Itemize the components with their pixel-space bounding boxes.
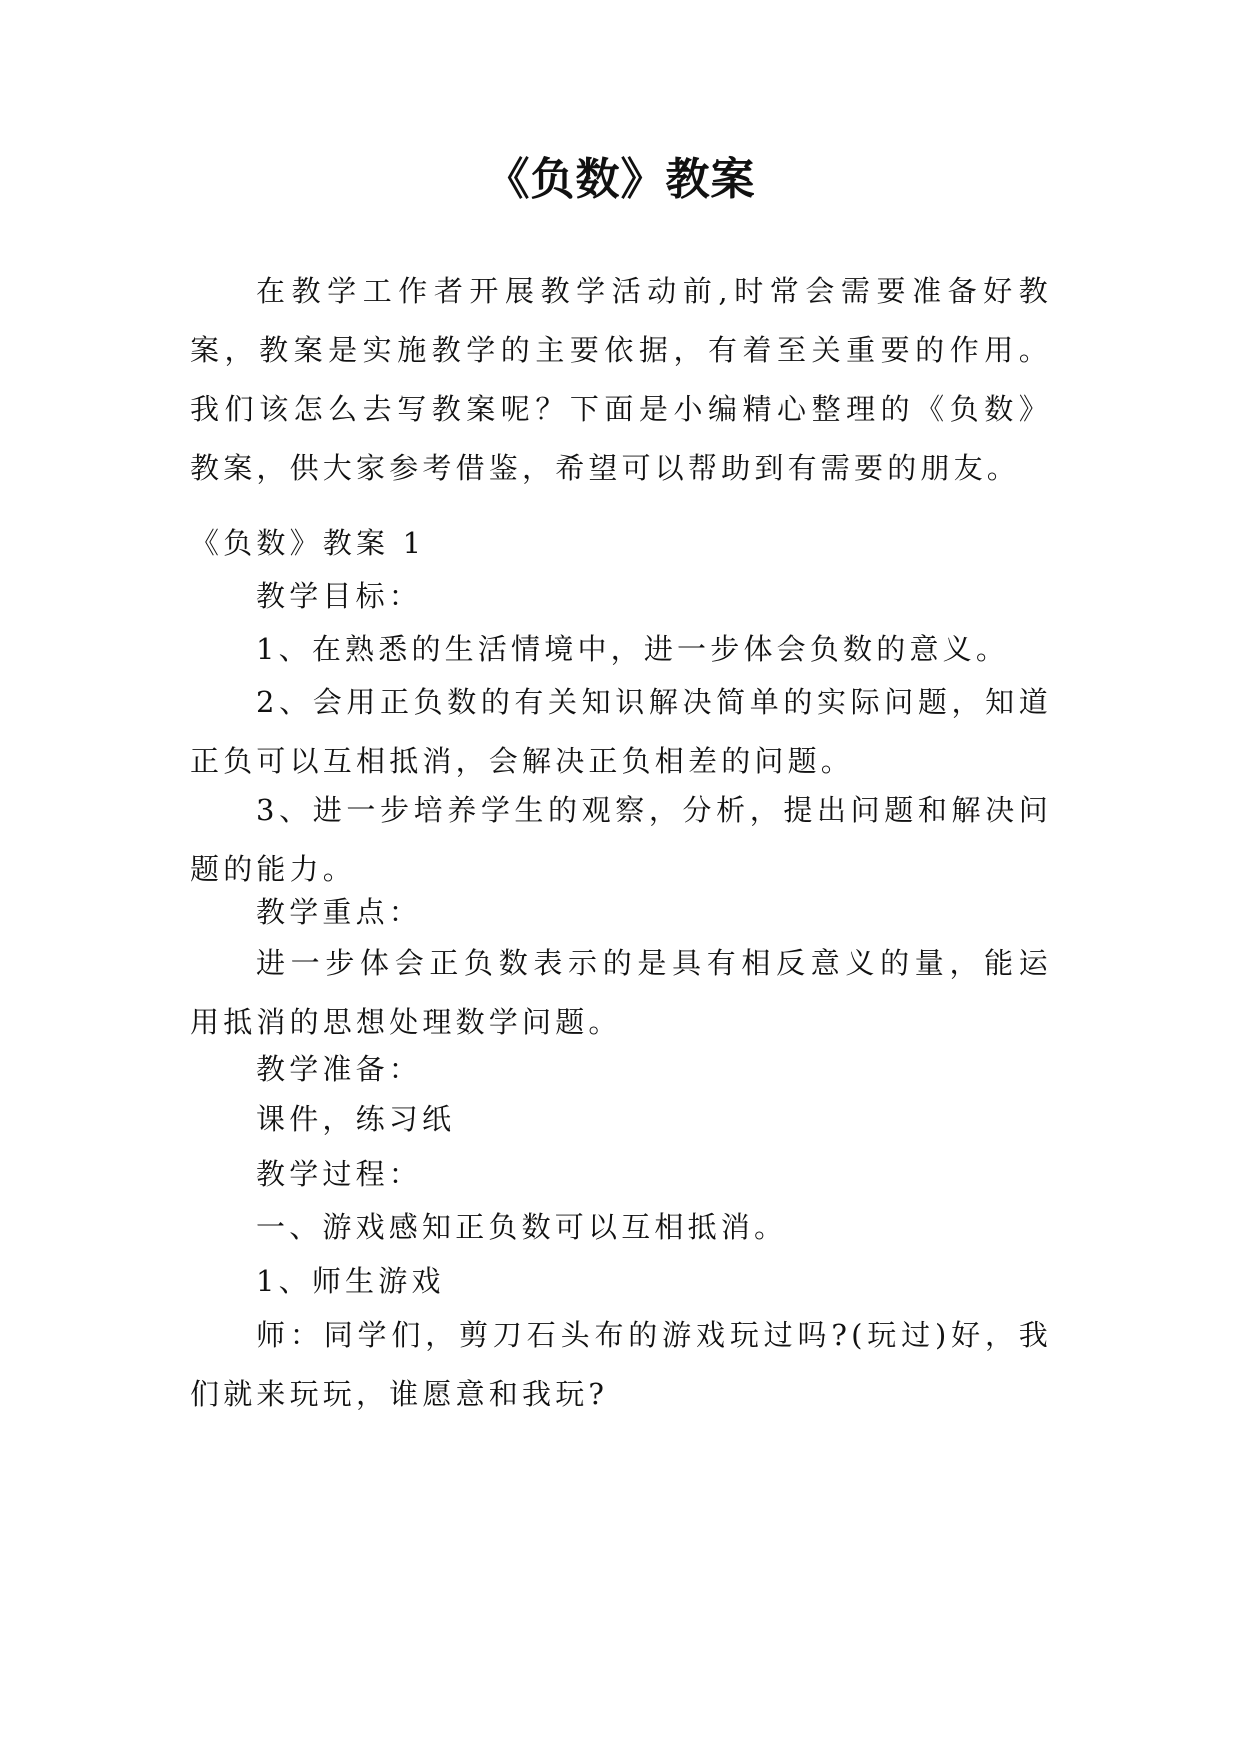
process-step-1: 一、游戏感知正负数可以互相抵消。 <box>256 1210 788 1244</box>
objective-3: 3、进一步培养学生的观察，分析，提出问题和解决问题的能力。 <box>190 793 1052 886</box>
objective-1: 1、在熟悉的生活情境中，进一步体会负数的意义。 <box>256 632 1010 666</box>
key-points-text: 进一步体会正负数表示的是具有相反意义的量，能运用抵消的思想处理数学问题。 <box>190 946 1052 1039</box>
section-heading: 《负数》教案 1 <box>190 526 426 560</box>
objectives-label: 教学目标： <box>256 579 423 613</box>
process-step-1-1: 1、师生游戏 <box>256 1264 445 1298</box>
process-label: 教学过程： <box>256 1157 423 1191</box>
teacher-dialogue: 师：同学们，剪刀石头布的游戏玩过吗?(玩过)好，我们就来玩玩，谁愿意和我玩? <box>190 1318 1052 1411</box>
preparation-text: 课件，练习纸 <box>256 1102 456 1136</box>
objective-2: 2、会用正负数的有关知识解决简单的实际问题，知道正负可以互相抵消，会解决正负相差的问题。 <box>190 685 1052 778</box>
intro-paragraph: 在教学工作者开展教学活动前,时常会需要准备好教案，教案是实施教学的主要依据，有着至关重要的作用。我们该怎么去写教案呢？下面是小编精心整理的《负数》教案，供大家参考借鉴，希望可以帮助到有需要的朋友。 <box>190 274 1052 485</box>
preparation-label: 教学准备： <box>256 1052 423 1086</box>
document-title: 《负数》教案 <box>485 154 756 205</box>
key-points-label: 教学重点： <box>256 895 423 929</box>
